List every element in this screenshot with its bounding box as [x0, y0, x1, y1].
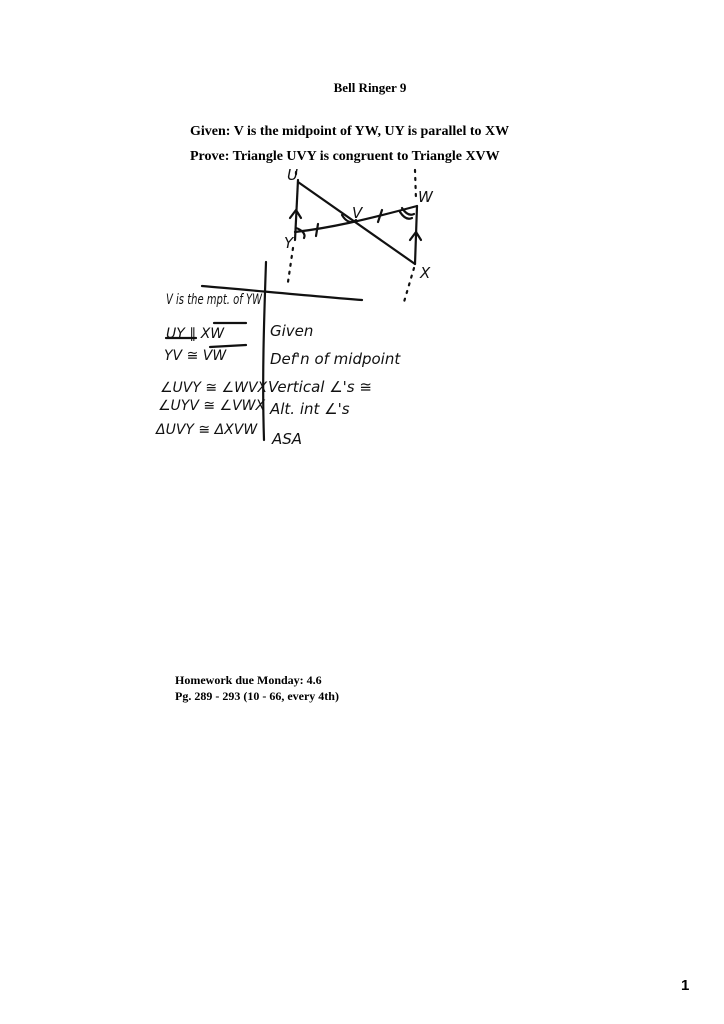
given-statement: Given: V is the midpoint of YW, UY is parallel to XW — [190, 124, 510, 139]
reason-4: Vertical ∠'s ≅ — [268, 378, 372, 396]
homework-due: Homework due Monday: 4.6 — [175, 673, 322, 687]
prove-statement: Prove: Triangle UVY is congruent to Triangle XVW — [190, 149, 500, 164]
reason-5: Alt. int ∠'s — [270, 400, 350, 418]
angle-arc — [296, 228, 305, 238]
reason-6: ASA — [272, 430, 303, 448]
statement-5: ∠UYV ≅ ∠VWX — [158, 398, 266, 414]
label-u: U — [287, 166, 298, 184]
statement-6: ΔUVY ≅ ΔXVW — [156, 422, 258, 438]
homework-pages: Pg. 289 - 293 (10 - 66, every 4th) — [175, 689, 339, 703]
page-title: Bell Ringer 9 — [333, 80, 407, 95]
segment-ux — [298, 182, 415, 264]
reason-1: Given — [270, 322, 314, 340]
tick-mark — [316, 224, 318, 236]
dotted-extension — [404, 268, 414, 302]
label-w: W — [418, 188, 433, 206]
statement-2: UY ∥ XW — [166, 326, 225, 342]
statement-overline — [210, 345, 246, 347]
page-number: 1 — [681, 977, 690, 994]
label-y: Y — [284, 234, 294, 252]
dotted-extension — [288, 248, 293, 282]
label-x: X — [420, 264, 431, 282]
dotted-extension — [415, 170, 416, 200]
label-v: V — [352, 204, 363, 222]
statement-1: V is the mpt. of YW — [166, 292, 263, 308]
statement-4: ∠UVY ≅ ∠WVX — [160, 380, 268, 396]
reason-3: Def'n of midpoint — [270, 350, 401, 368]
statement-3: YV ≅ VW — [164, 348, 227, 364]
